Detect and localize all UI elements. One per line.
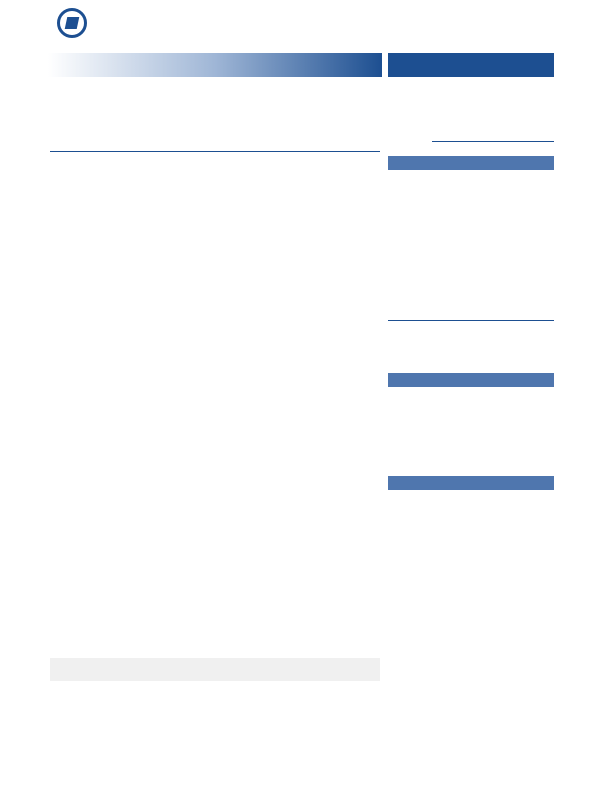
rating-divider bbox=[432, 141, 554, 142]
col-year bbox=[123, 670, 160, 682]
related-heading bbox=[388, 476, 554, 490]
col-rating bbox=[343, 658, 380, 681]
return-chart bbox=[388, 172, 554, 302]
col-year bbox=[160, 670, 197, 682]
col-pe bbox=[233, 658, 343, 670]
chart-heading bbox=[388, 156, 554, 170]
col-price bbox=[87, 658, 124, 681]
col-year bbox=[270, 670, 307, 682]
abstract-divider bbox=[50, 151, 380, 152]
col-company bbox=[50, 658, 87, 681]
data-heading bbox=[388, 373, 554, 387]
company-table bbox=[50, 658, 380, 681]
col-year bbox=[197, 670, 234, 682]
col-eps bbox=[123, 658, 233, 670]
col-year bbox=[307, 670, 344, 682]
perf-top-divider bbox=[388, 320, 554, 321]
table-header-row bbox=[50, 658, 380, 670]
col-year bbox=[233, 670, 270, 682]
company-logo bbox=[57, 8, 87, 38]
industry-banner bbox=[48, 53, 382, 77]
publish-banner bbox=[388, 53, 554, 77]
